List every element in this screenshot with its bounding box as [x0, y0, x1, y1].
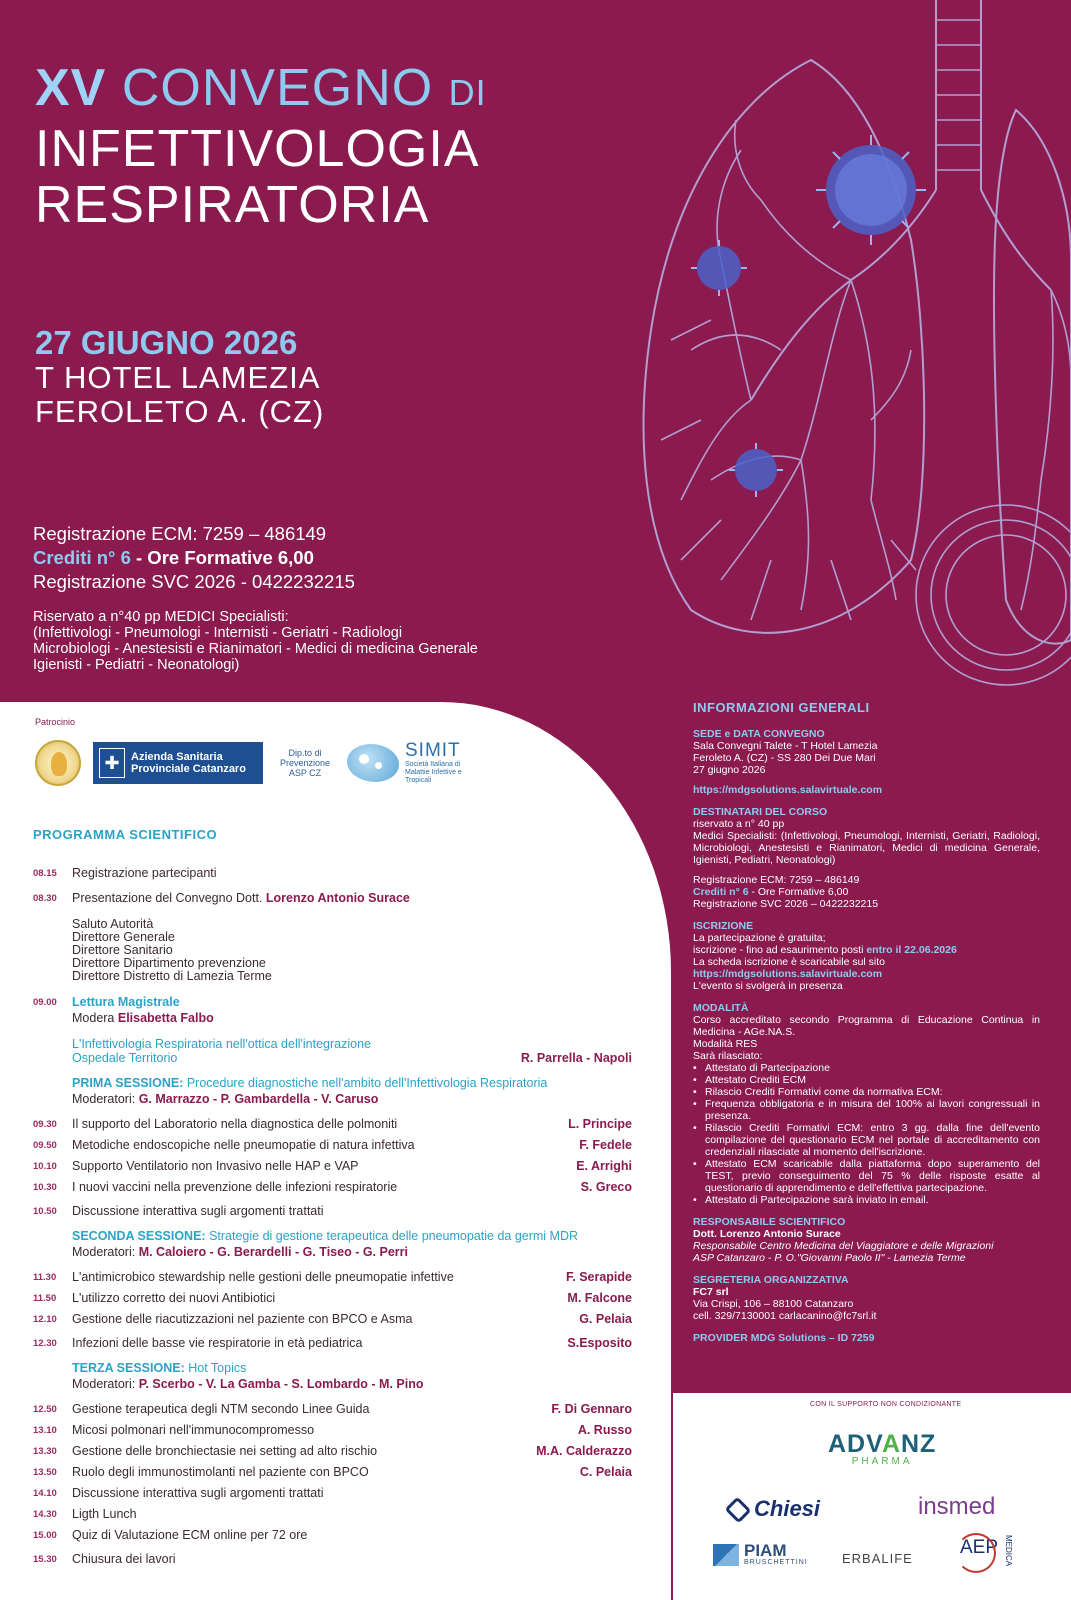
piam-logo [713, 1543, 808, 1566]
modera-name: Elisabetta Falbo [117, 1011, 214, 1025]
modalita-line: Modalità RES [693, 1038, 758, 1050]
dip-prevenzione-logo: Dip.to di Prevenzione ASP CZ [279, 748, 331, 778]
row-time: 08.15 [33, 868, 57, 879]
responsabile-heading: RESPONSABILE SCIENTIFICO [693, 1216, 846, 1228]
segreteria-contact[interactable]: cell. 329/7130001 carlacanino@fc7srl.it [693, 1310, 877, 1322]
row-time: 11.30 [33, 1272, 57, 1283]
row-time: 12.10 [33, 1314, 57, 1325]
session-subtitle: Strategie di gestione terapeutica delle pneumopatie da germi MDR [209, 1229, 579, 1243]
row-time: 10.50 [33, 1206, 57, 1217]
segreteria-name: FC7 srl [693, 1286, 729, 1298]
chiesi-text: Chiesi [754, 1496, 821, 1521]
row-speaker: L. Principe [568, 1117, 632, 1131]
row-text: Ruolo degli immunostimolanti nel paziente con BPCO [72, 1465, 369, 1479]
session-subtitle: Hot Topics [188, 1361, 247, 1375]
row-text: Lettura Magistrale [72, 995, 180, 1009]
title-line3: RESPIRATORIA [35, 176, 430, 234]
row-speaker: F. Di Gennaro [551, 1402, 632, 1416]
modera-label: Modera [72, 1011, 118, 1025]
row-text: Supporto Ventilatorio non Invasivo nelle HAP e VAP [72, 1159, 359, 1173]
asp-emblem-icon: ✚ [99, 748, 125, 778]
asp-line2: Provinciale Catanzaro [131, 763, 246, 775]
event-venue: T HOTEL LAMEZIA [35, 360, 321, 395]
modalita-item: • Rilascio Crediti Formativi ECM: entro 3 gg. dalla fine dell'evento compilazione del questionario ECM nel portale di accreditamento con credenziali rilasciate al momento dell'iscrizione. [693, 1122, 1040, 1158]
session-title: SECONDA SESSIONE: [72, 1229, 210, 1243]
row-speaker: F. Serapide [566, 1270, 632, 1284]
title-convegno: CONVEGNO [121, 59, 434, 117]
session-subtitle: Procedure diagnostiche nell'ambito dell'Infettivologia Respiratoria [186, 1076, 548, 1090]
event-date: 27 GIUGNO 2026 [35, 324, 298, 361]
iscrizione-deadline: entro il 22.06.2026 [866, 944, 957, 956]
iscrizione-line: iscrizione - fino ad esaurimento posti [693, 944, 867, 956]
insmed-logo: insmed [918, 1493, 996, 1520]
title-line2: INFETTIVOLOGIA [35, 120, 480, 178]
programma-title: PROGRAMMA SCIENTIFICO [33, 827, 218, 842]
row-time: 11.50 [33, 1293, 57, 1304]
session-title: PRIMA SESSIONE: [72, 1076, 187, 1090]
chiesi-logo [728, 1496, 820, 1522]
aep-medica-logo [960, 1535, 1013, 1567]
saluto-line: Direttore Dipartimento prevenzione [72, 956, 266, 970]
modalita-item: • Rilascio Crediti Formativi come da normativa ECM: [693, 1086, 1040, 1098]
session-title: TERZA SESSIONE: [72, 1361, 189, 1375]
aep-ring-icon [956, 1533, 999, 1573]
row-speaker: S.Esposito [567, 1336, 632, 1350]
row-time: 13.50 [33, 1467, 57, 1478]
modalita-line: Sarà rilasciato: [693, 1050, 763, 1062]
reg-svc: Registrazione SVC 2026 - 0422232215 [33, 571, 355, 592]
title-di: DI [448, 72, 487, 113]
sede-line: 27 giugno 2026 [693, 764, 766, 776]
saluto-line: Direttore Distretto di Lamezia Terme [72, 969, 272, 983]
row-speaker: F. Fedele [579, 1138, 632, 1152]
iscrizione-line: La partecipazione è gratuita; [693, 932, 826, 944]
row-time: 08.30 [33, 893, 57, 904]
modalita-line: Corso accreditato secondo Programma di Educazione Continua in Medicina - AGe.NA.S. [693, 1014, 1040, 1038]
row-time: 13.30 [33, 1446, 57, 1457]
destinatari-heading: DESTINATARI DEL CORSO [693, 806, 828, 818]
iscrizione-line: L'evento si svolgerà in presenza [693, 980, 843, 992]
lettura-title: Ospedale Territorio [72, 1051, 178, 1065]
row-text: Gestione terapeutica degli NTM secondo Linee Guida [72, 1402, 370, 1416]
event-city: FEROLETO A. (CZ) [35, 394, 325, 429]
iscrizione-heading: ISCRIZIONE [693, 920, 754, 932]
row-speaker: G. Pelaia [579, 1312, 632, 1326]
reserved-line: Riservato a n°40 pp MEDICI Specialisti: [33, 609, 289, 625]
iscrizione-line: La scheda iscrizione è scaricabile sul sito [693, 956, 886, 968]
lettura-title: L'Infettivologia Respiratoria nell'ottica dell'integrazione [72, 1037, 371, 1051]
sede-line: Sala Convegni Talete - T Hotel Lamezia [693, 740, 878, 752]
modalita-heading: MODALITÀ [693, 1002, 749, 1014]
info-column [693, 702, 1040, 1344]
row-time: 15.00 [33, 1530, 57, 1541]
aep-text: AEP [960, 1537, 999, 1558]
saluto-line: Saluto Autorità [72, 917, 154, 931]
sede-line: Feroleto A. (CZ) - SS 280 Dei Due Mari [693, 752, 876, 764]
row-text: I nuovi vaccini nella prevenzione delle infezioni respiratorie [72, 1180, 398, 1194]
row-speaker: M.A. Calderazzo [536, 1444, 632, 1458]
saluto-line: Direttore Sanitario [72, 943, 173, 957]
reserved-line: (Infettivologi - Pneumologi - Internisti - Geriatri - Radiologi [33, 625, 403, 641]
chiesi-icon [725, 1497, 752, 1524]
reserved-line: Microbiologi - Anestesisti e Rianimatori - Medici di medicina Generale [33, 641, 478, 657]
piam-sub: BRUSCHETTINI [744, 1559, 808, 1566]
moderatori-label: Moderatori: [72, 1377, 139, 1391]
row-time: 14.30 [33, 1509, 57, 1520]
piam-icon [713, 1544, 739, 1566]
provider-heading: PROVIDER MDG Solutions – ID 7259 [693, 1332, 875, 1344]
responsabile-name: Dott. Lorenzo Antonio Surace [693, 1228, 841, 1240]
advanz-sub: PHARMA [851, 1456, 913, 1467]
row-speaker: M. Falcone [567, 1291, 632, 1305]
reg-ore: - Ore Formative 6,00 [130, 547, 314, 568]
reg-ecm: Registrazione ECM: 7259 – 486149 [33, 523, 327, 544]
row-time: 10.30 [33, 1182, 57, 1193]
row-time: 12.30 [33, 1338, 57, 1349]
moderatori-label: Moderatori: [72, 1245, 139, 1259]
row-time: 13.10 [33, 1425, 57, 1436]
advanz-logo [828, 1430, 936, 1467]
row-text: L'antimicrobico stewardship nelle gestioni delle pneumopatie infettive [72, 1270, 454, 1284]
moderatori-names: G. Marrazzo - P. Gambardella - V. Caruso [138, 1092, 379, 1106]
row-text: Chiusura dei lavori [72, 1552, 176, 1566]
info-reg-ecm: Registrazione ECM: 7259 – 486149 [693, 874, 860, 886]
erbalife-logo: ERBALIFE [842, 1551, 913, 1566]
responsabile-affiliation: ASP Catanzaro - P. O."Giovanni Paolo II" - Lamezia Terme [693, 1252, 966, 1264]
modalita-item: • Attestato di Partecipazione sarà inviato in email. [693, 1194, 1040, 1206]
row-text: Quiz di Valutazione ECM online per 72 ore [72, 1528, 308, 1542]
row-text: L'utilizzo corretto dei nuovi Antibiotici [72, 1291, 276, 1305]
row-text: Metodiche endoscopiche nelle pneumopatie di natura infettiva [72, 1138, 415, 1152]
destinatari-line: Medici Specialisti: (Infettivologi, Pneumologi, Internisti, Geriatri, Radiologi, Microbiologi, Anestesisti e Rianimatori, Medici di medicina Generale, Igienisti, Pediatri, Neonatologi) [693, 830, 1040, 866]
row-speaker: R. Parrella - Napoli [520, 1051, 632, 1065]
row-speaker: A. Russo [577, 1423, 632, 1437]
row-speaker: C. Pelaia [579, 1465, 632, 1479]
sede-heading: SEDE e DATA CONVEGNO [693, 728, 825, 740]
patrocinio-label: Patrocinio [35, 717, 76, 727]
moderatori-label: Moderatori: [72, 1092, 139, 1106]
reg-crediti: Crediti n° 6 [33, 547, 131, 568]
info-reg-ore: - Ore Formative 6,00 [748, 886, 849, 898]
segreteria-address: Via Crispi, 106 – 88100 Catanzaro [693, 1298, 854, 1310]
row-text: Registrazione partecipanti [72, 866, 217, 880]
reserved-line: Igienisti - Pediatri - Neonatologi) [33, 657, 240, 673]
row-text: Gestione delle bronchiectasie nei setting ad alto rischio [72, 1444, 378, 1458]
destinatari-line: riservato a n° 40 pp [693, 818, 785, 830]
advanz-text: NZ [901, 1430, 937, 1458]
row-speaker-name: Lorenzo Antonio Surace [265, 891, 410, 905]
modalita-list [693, 1062, 1040, 1206]
modalita-item: • Attestato di Partecipazione [693, 1062, 1040, 1074]
info-reg-svc: Registrazione SVC 2026 – 0422232215 [693, 898, 879, 910]
row-text: Presentazione del Convegno Dott. [72, 891, 266, 905]
row-speaker: S. Greco [580, 1180, 632, 1194]
info-title: INFORMAZIONI GENERALI [693, 700, 870, 715]
row-text: Discussione interattiva sugli argomenti trattati [72, 1486, 324, 1500]
row-time: 09.00 [33, 997, 57, 1008]
sponsor-label: CON IL SUPPORTO NON CONDIZIONANTE [810, 1401, 962, 1408]
row-text: Gestione delle riacutizzazioni nel paziente con BPCO e Asma [72, 1312, 413, 1326]
row-text: Micosi polmonari nell'immunocompromesso [72, 1423, 315, 1437]
row-text: Infezioni delle basse vie respiratorie in età pediatrica [72, 1336, 363, 1350]
row-speaker: E. Arrighi [576, 1159, 632, 1173]
responsabile-role: Responsabile Centro Medicina del Viaggiatore e delle Migrazioni [693, 1240, 994, 1252]
title-xv: XV [35, 59, 107, 117]
modalita-item: • Attestato Crediti ECM [693, 1074, 1040, 1086]
row-time: 09.30 [33, 1119, 57, 1130]
advanz-text: ADV [828, 1430, 882, 1458]
row-text: Discussione interattiva sugli argomenti trattati [72, 1204, 324, 1218]
row-time: 10.10 [33, 1161, 57, 1172]
modalita-item: • Attestato ECM scaricabile dalla piattaforma dopo superamento del TEST, previo conseguimento del 75 % delle risposte esatte al questionario di apprendimento e dell'effettiva partecipazione. [693, 1158, 1040, 1194]
advanz-text: A [881, 1430, 901, 1458]
row-time: 12.50 [33, 1404, 57, 1415]
iscrizione-link[interactable]: https://mdgsolutions.salavirtuale.com [693, 968, 883, 980]
piam-text: PIAM [744, 1541, 787, 1560]
asp-line1: Azienda Sanitaria [131, 751, 223, 763]
sala-virtuale-link[interactable]: https://mdgsolutions.salavirtuale.com [693, 784, 883, 796]
row-time: 09.50 [33, 1140, 57, 1151]
modalita-item: • Frequenza obbligatoria e in misura del 100% ai lavori congressuali in presenza. [693, 1098, 1040, 1122]
info-reg-crediti: Crediti n° 6 [693, 886, 749, 898]
segreteria-heading: SEGRETERIA ORGANIZZATIVA [693, 1274, 849, 1286]
moderatori-names: M. Caloiero - G. Berardelli - G. Tiseo - G. Perri [138, 1245, 408, 1259]
moderatori-names: P. Scerbo - V. La Gamba - S. Lombardo - M. Pino [138, 1377, 424, 1391]
row-time: 14.10 [33, 1488, 57, 1499]
row-text: Ligth Lunch [72, 1507, 137, 1521]
row-time: 15.30 [33, 1554, 57, 1565]
saluto-line: Direttore Generale [72, 930, 175, 944]
aep-sub: MEDICA [1004, 1535, 1013, 1567]
simit-sub: Società Italiana di Malattie Infettive e Tropicali [405, 761, 462, 784]
row-text: Il supporto del Laboratorio nella diagnostica delle polmoniti [72, 1117, 398, 1131]
simit-name: SIMIT [405, 740, 461, 761]
